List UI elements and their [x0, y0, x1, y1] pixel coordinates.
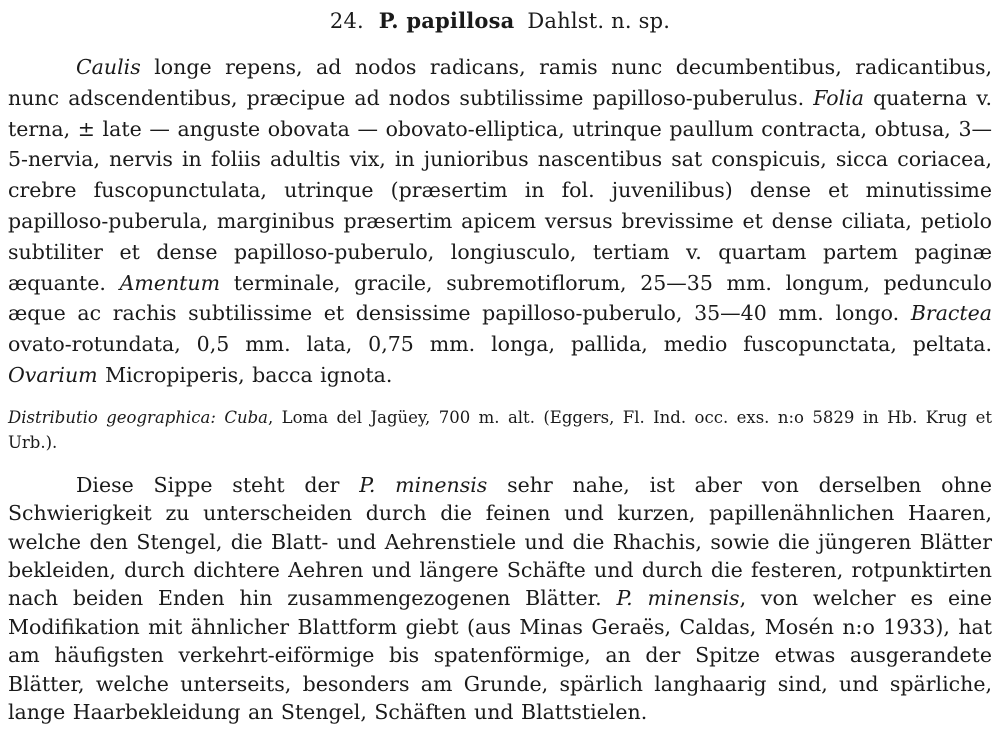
- german-species-1: P. minensis: [359, 472, 488, 497]
- german-text-3: , von welcher es eine Modifikation mit ähnlicher Blattform giebt (aus Minas Geraës, Caldas, Mosén n:o 1933), hat am häufigsten verkehrt-eiförmige bis spatenförmige, an der Spitze etwas ausgerandete Blätter, welche unterseits, besonders am Grunde, spärlich langhaarig sind, und spärliche, lange Haarbekleidung an Stengel, Schäften und Blattstielen.: [8, 586, 992, 725]
- german-text-1: Diese Sippe steht der: [76, 472, 360, 497]
- german-species-2: P. minensis: [616, 586, 740, 611]
- distribution-paragraph: [8, 405, 992, 455]
- latin-description: [8, 52, 992, 391]
- german-discussion: [8, 471, 992, 727]
- folia-text: quaterna v. terna, ± late — anguste obovata — obovato-elliptica, utrinque paullum contracta, obtusa, 3—5-nervia, nervis in foliis adultis vix, in junioribus nascentibus sat conspicuis, sicca coriacea, crebre fuscopunctulata, utrinque (præsertim in fol. juvenilibus) dense et minutissime papilloso-puberula, marginibus præsertim apicem versus brevissime et dense ciliata, petiolo subtiliter et dense papilloso-puberulo, longiusculo, tertiam v. quartam partem paginæ æquante.: [8, 85, 992, 295]
- ovarium-label: Ovarium: [8, 362, 98, 387]
- species-name: P. papillosa: [378, 8, 515, 33]
- species-heading: [8, 8, 992, 34]
- folia-label: Folia: [813, 85, 864, 110]
- caulis-label: Caulis: [76, 55, 141, 79]
- caulis-text: longe repens, ad nodos radicans, ramis nunc decumbentibus, radicantibus, nunc adscendentibus, præcipue ad nodos subtilissime papilloso-puberulus.: [8, 55, 992, 110]
- document-page: [8, 0, 992, 726]
- amentum-text: terminale, gracile, subremotiflorum, 25—35 mm. longum, pedunculo æque ac rachis subtilissime et densissime papilloso-puberulo, 35—40 mm. longo.: [8, 270, 993, 326]
- distribution-label: Distributio geographica:: [8, 407, 216, 427]
- bractea-text: ovato-rotundata, 0,5 mm. lata, 0,75 mm. longa, pallida, medio fuscopunctata, peltata.: [8, 332, 992, 357]
- german-text-2: sehr nahe, ist aber von derselben ohne Schwierigkeit zu unterscheiden durch die feinen und kurzen, papillenähnlichen Haaren, welche den Stengel, die Blatt- und Aehrenstiele und die Rhachis, sowie die jüngeren Blätter bekleiden, durch dichtere Aehren und längere Schäfte und durch die festeren, rotpunktirten nach beiden Enden hin zusammengezogenen Blätter.: [8, 472, 992, 611]
- ovarium-text: Micropiperis, bacca ignota.: [97, 362, 393, 387]
- species-author: Dahlst. n. sp.: [527, 9, 671, 33]
- amentum-label: Amentum: [119, 270, 221, 295]
- species-number: 24.: [329, 9, 364, 33]
- distribution-country: Cuba: [224, 407, 268, 427]
- bractea-label: Bractea: [910, 301, 992, 326]
- distribution-text: , Loma del Jagüey, 700 m. alt. (Eggers, Fl. Ind. occ. exs. n:o 5829 in Hb. Krug et Urb.).: [8, 407, 993, 452]
